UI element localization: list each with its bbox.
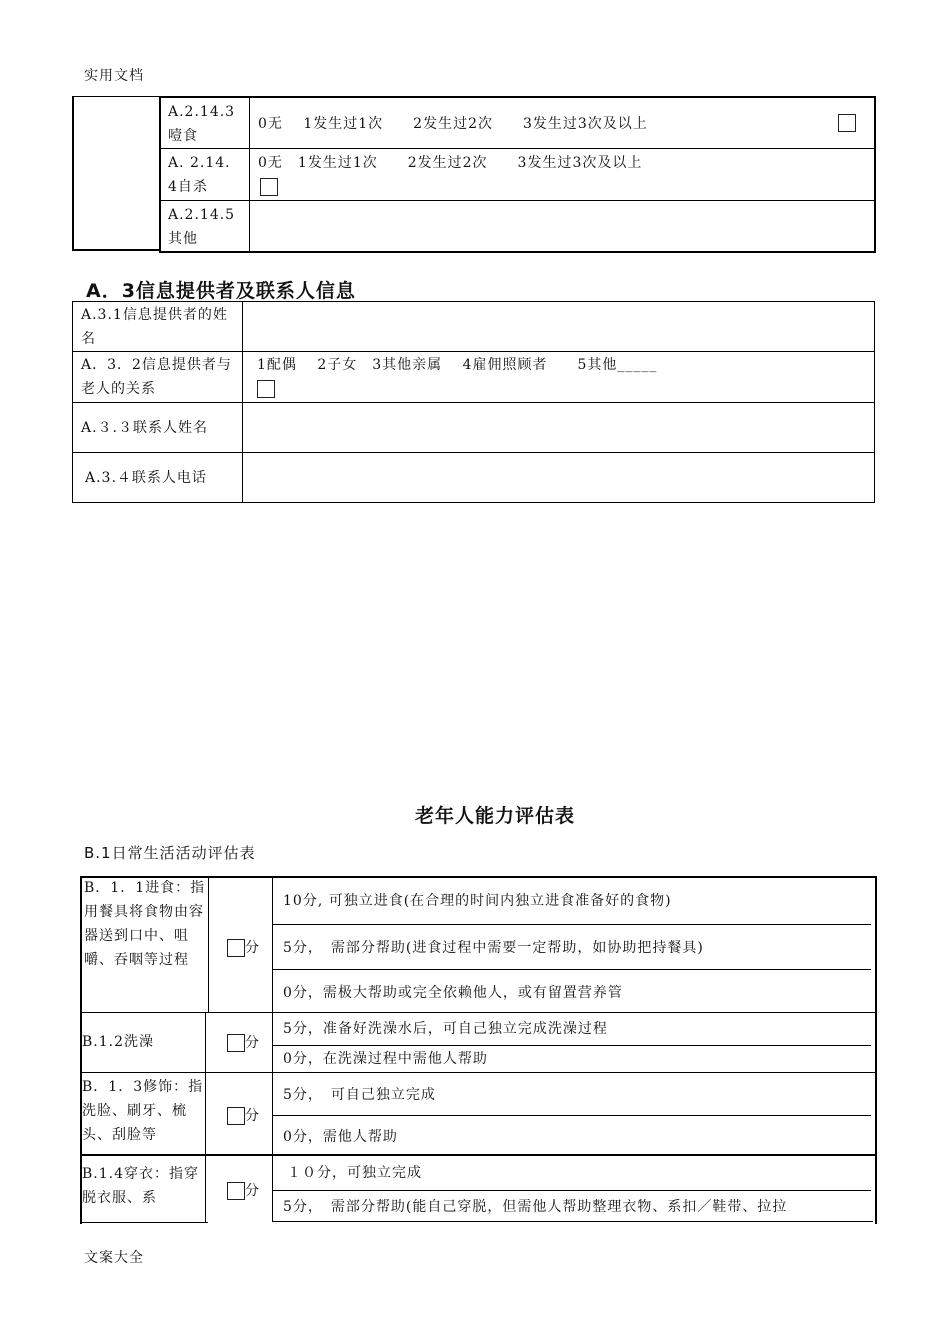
item-label-b11: B．1．1进食：指用餐具将食物由容器送到口中、咀嚼、吞咽等过程	[82, 876, 209, 1012]
row-options	[250, 201, 875, 253]
option: 0分，在洗澡过程中需他人帮助	[283, 1051, 488, 1067]
row-value: 1配偶 2子女 3其他亲属 4雇佣照顾者 5其他_____	[243, 352, 875, 403]
option: 5分， 需部分帮助(进食过程中需要一定帮助，如协助把持餐具)	[273, 926, 871, 970]
divider	[80, 1222, 208, 1223]
row-value[interactable]	[243, 403, 875, 453]
assessment-title: 老年人能力评估表	[414, 805, 575, 827]
row-label: A.３.３联系人姓名	[73, 403, 243, 453]
table-a214	[159, 96, 876, 253]
option: 10分, 可独立进食(在合理的时间内独立进食准备好的食物)	[273, 876, 871, 925]
item-label-b14: B.1.4穿衣：指穿脱衣服、系	[82, 1156, 206, 1222]
page-header: 实用文档	[84, 68, 144, 84]
score-checkbox[interactable]	[227, 1182, 245, 1200]
table-row	[73, 302, 875, 352]
checkbox[interactable]	[838, 114, 856, 132]
row-value[interactable]	[243, 453, 875, 503]
page-footer: 文案大全	[84, 1250, 144, 1266]
item-label-b13: B．1．3修饰：指洗脸、刷牙、梳头、刮脸等	[82, 1073, 206, 1154]
row-label: A.2.14.3 噎食	[160, 97, 250, 149]
row-label: A.3.1信息提供者的姓名	[73, 302, 243, 352]
table-row	[160, 149, 875, 201]
option: 0分，需极大帮助或完全依赖他人，或有留置营养管	[283, 985, 623, 1001]
table-row	[160, 201, 875, 253]
score-checkbox[interactable]	[227, 1107, 245, 1125]
row-options: 0无 1发生过1次 2发生过2次 3发生过3次及以上	[250, 97, 875, 149]
assessment-subtitle: B.1日常生活活动评估表	[84, 844, 256, 862]
option: 0分，需他人帮助	[283, 1129, 398, 1145]
score-checkbox[interactable]	[227, 1034, 245, 1052]
row-label: A. 2.14. 4自杀	[160, 149, 250, 201]
option: 5分， 需部分帮助(能自己穿脱，但需他人帮助整理衣物、系扣／鞋带、拉拉	[273, 1192, 873, 1222]
row-value[interactable]	[243, 302, 875, 352]
score-checkbox[interactable]	[227, 939, 245, 957]
score-cell: 分	[206, 1156, 273, 1222]
checkbox[interactable]	[260, 178, 278, 196]
score-cell: 分	[206, 1073, 273, 1154]
row-label: A.3.４联系人电话	[73, 453, 243, 503]
row-options: 0无 1发生过1次 2发生过2次 3发生过3次及以上	[250, 149, 875, 201]
option: 5分， 可自己独立完成	[273, 1073, 871, 1116]
table-row	[73, 403, 875, 453]
score-cell: 分	[206, 1013, 273, 1072]
item-label-b12: B.1.2洗澡	[82, 1013, 206, 1072]
row-label: A．3．2信息提供者与老人的关系	[73, 352, 243, 403]
table-a214-left-column	[72, 96, 161, 251]
table-row	[73, 352, 875, 403]
table-row	[160, 97, 875, 149]
checkbox[interactable]	[257, 380, 275, 398]
section-a3-title: A．3信息提供者及联系人信息	[86, 280, 356, 302]
table-a3	[72, 301, 875, 503]
row-label: A.2.14.5 其他	[160, 201, 250, 253]
option: 5分，准备好洗澡水后，可自己独立完成洗澡过程	[273, 1013, 871, 1046]
table-row	[73, 453, 875, 503]
score-cell: 分	[206, 876, 273, 1012]
option: １０分，可独立完成	[273, 1156, 871, 1191]
